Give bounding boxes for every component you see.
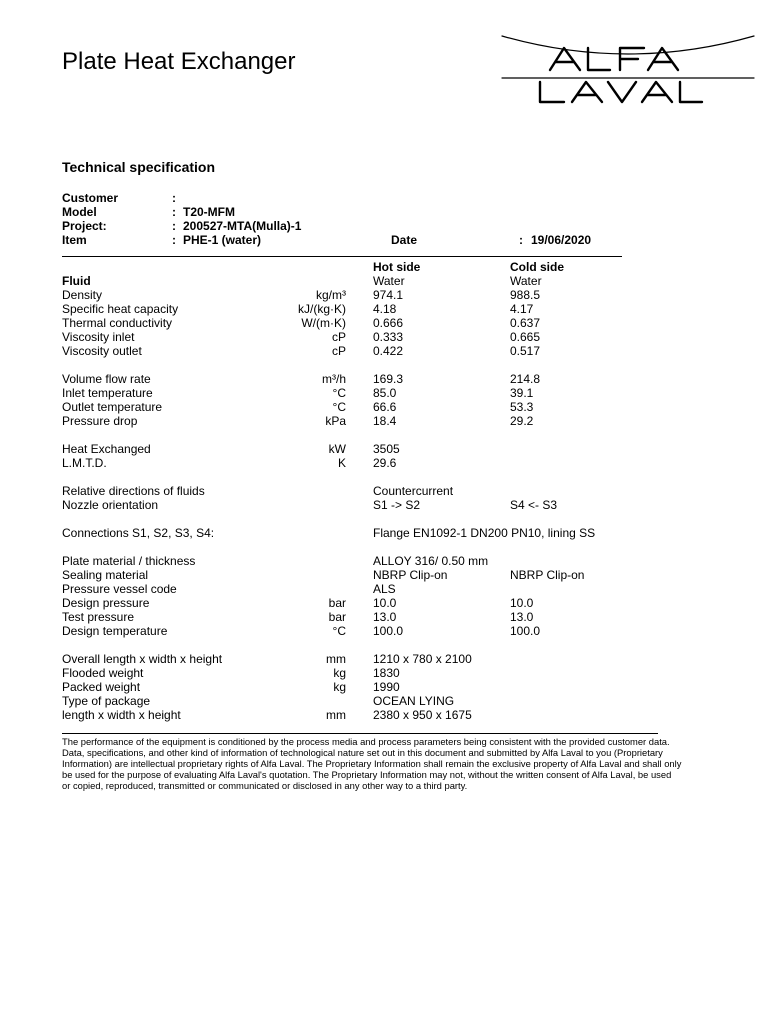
table-row [0,708,768,722]
row-cold-value: 53.3 [510,400,534,414]
customer-label: Customer [62,191,119,205]
row-unit: °C [332,624,346,638]
row-label: Specific heat capacity [62,302,179,316]
row-hot-value: ALS [373,582,396,596]
row-cold-value: 10.0 [510,596,534,610]
row-hot-value: 100.0 [373,624,404,638]
table-row [0,330,768,344]
item-value: PHE-1 (water) [183,233,262,247]
table-row [0,302,768,316]
row-hot-value: 0.422 [373,344,404,358]
model-label: Model [62,205,97,219]
row-cold-value: 214.8 [510,372,541,386]
row-hot-value: 1830 [373,666,400,680]
table-row [0,386,768,400]
row-cold-value: 29.2 [510,414,534,428]
row-label: Outlet temperature [62,400,163,414]
table-row [0,456,768,470]
row-label: Viscosity inlet [62,330,135,344]
row-cold-value: 100.0 [510,624,541,638]
footer-divider [62,733,658,734]
row-unit: m³/h [322,372,346,386]
column-headers [0,260,768,274]
row-label: Heat Exchanged [62,442,151,456]
row-label: Density [62,288,103,302]
table-row [0,372,768,386]
row-hot-value: OCEAN LYING [373,694,455,708]
row-label: Pressure drop [62,414,138,428]
disclaimer-paragraph: The performance of the equipment is conditioned by the process media and process parameters being consistent with the provided customer data. [62,736,670,747]
row-hot-value: 0.333 [373,330,404,344]
model-value: T20-MFM [183,205,235,219]
row-cold-value: 39.1 [510,386,534,400]
row-unit: cP [331,344,346,358]
header-divider [62,256,622,257]
row-cold-value: Water [510,274,542,288]
row-label: L.M.T.D. [62,456,107,470]
row-label: Design temperature [62,624,168,638]
row-hot-value: 4.18 [373,302,397,316]
table-row [0,694,768,708]
table-row [0,498,768,512]
row-hot-value: 3505 [373,442,400,456]
row-unit: kW [328,442,346,456]
table-row [0,582,768,596]
date-label: Date [391,233,418,247]
item-label: Item [62,233,87,247]
row-hot-value: 974.1 [373,288,404,302]
table-row [0,400,768,414]
row-cold-value: NBRP Clip-on [510,568,585,582]
row-hot-value: S1 -> S2 [373,498,421,512]
table-row [0,568,768,582]
alfa-laval-logo [498,30,758,105]
row-hot-value: Water [373,274,405,288]
row-hot-value: ALLOY 316/ 0.50 mm [373,554,489,568]
row-unit: bar [328,596,346,610]
table-row [0,666,768,680]
row-hot-value: Countercurrent [373,484,454,498]
row-cold-value: 0.637 [510,316,541,330]
table-row [0,680,768,694]
disclaimer [62,737,682,792]
row-unit: mm [326,708,346,722]
row-cold-value: 0.665 [510,330,541,344]
table-row [0,344,768,358]
row-unit: mm [326,652,346,666]
row-cold-value: 4.17 [510,302,534,316]
date-value: 19/06/2020 [531,233,592,247]
row-cold-value: 0.517 [510,344,541,358]
date-colon: : [519,233,523,247]
row-unit: kg [333,666,346,680]
row-label: length x width x height [62,708,181,722]
row-unit: kJ/(kg·K) [298,302,346,316]
row-label: Overall length x width x height [62,652,223,666]
row-label: Sealing material [62,568,149,582]
row-hot-value: 29.6 [373,456,397,470]
row-cold-value: 13.0 [510,610,534,624]
row-hot-value: 13.0 [373,610,397,624]
model-colon: : [172,205,176,219]
row-label: Packed weight [62,680,141,694]
row-hot-value: 18.4 [373,414,397,428]
table-row [0,554,768,568]
row-label: Test pressure [62,610,135,624]
project-colon: : [172,219,176,233]
row-hot-value: 1990 [373,680,400,694]
table-row [0,316,768,330]
row-label: Pressure vessel code [62,582,177,596]
table-row [0,274,768,288]
section-title: Technical specification [62,159,216,175]
row-label: Relative directions of fluids [62,484,205,498]
row-label: Plate material / thickness [62,554,196,568]
row-unit: cP [331,330,346,344]
customer-colon: : [172,191,176,205]
table-row [0,624,768,638]
row-unit: K [337,456,346,470]
table-row [0,652,768,666]
row-hot-value: NBRP Clip-on [373,568,448,582]
table-row [0,610,768,624]
row-hot-value: 169.3 [373,372,404,386]
row-label: Fluid [62,274,91,288]
item-colon: : [172,233,176,247]
row-hot-value: 2380 x 950 x 1675 [373,708,472,722]
table-row [0,484,768,498]
table-row [0,442,768,456]
row-hot-value: 10.0 [373,596,397,610]
table-row [0,596,768,610]
hot-side-header: Hot side [373,260,421,274]
row-cold-value: S4 <- S3 [510,498,558,512]
row-hot-value: 85.0 [373,386,397,400]
row-label: Inlet temperature [62,386,153,400]
row-label: Design pressure [62,596,150,610]
row-label: Thermal conductivity [62,316,173,330]
table-row [0,414,768,428]
project-label: Project: [62,219,107,233]
cold-side-header: Cold side [510,260,565,274]
row-unit: kPa [325,414,346,428]
row-label: Viscosity outlet [62,344,142,358]
row-hot-value: 66.6 [373,400,397,414]
row-cold-value: 988.5 [510,288,541,302]
row-unit: kg/m³ [316,288,346,302]
page-title: Plate Heat Exchanger [62,48,296,75]
row-hot-value: Flange EN1092-1 DN200 PN10, lining SS [373,526,596,540]
table-row [0,288,768,302]
disclaimer-paragraph: Data, specifications, and other kind of information of technological nature set out in this document and submitted by Alfa Laval to you (Proprietary Information) are intellectual proprietary rights of Alfa Laval. The Proprietary Information shall remain the exclusive property of Alfa Laval and shall only be used for the purpose of evaluating Alfa Laval's quotation. The Proprietary Information may not, without the written consent of Alfa Laval, be used or copied, reproduced, transmitted or communicated or disclosed in any other way to a third party. [62,746,682,791]
row-unit: °C [332,400,346,414]
row-unit: bar [328,610,346,624]
project-value: 200527-MTA(Mulla)-1 [183,219,302,233]
row-unit: °C [332,386,346,400]
row-unit: kg [333,680,346,694]
row-unit: W/(m·K) [301,316,346,330]
row-hot-value: 1210 x 780 x 2100 [373,652,472,666]
row-hot-value: 0.666 [373,316,404,330]
row-label: Nozzle orientation [62,498,159,512]
row-label: Type of package [62,694,151,708]
row-label: Flooded weight [62,666,144,680]
row-label: Volume flow rate [62,372,151,386]
row-label: Connections S1, S2, S3, S4: [62,526,215,540]
table-row [0,526,768,540]
